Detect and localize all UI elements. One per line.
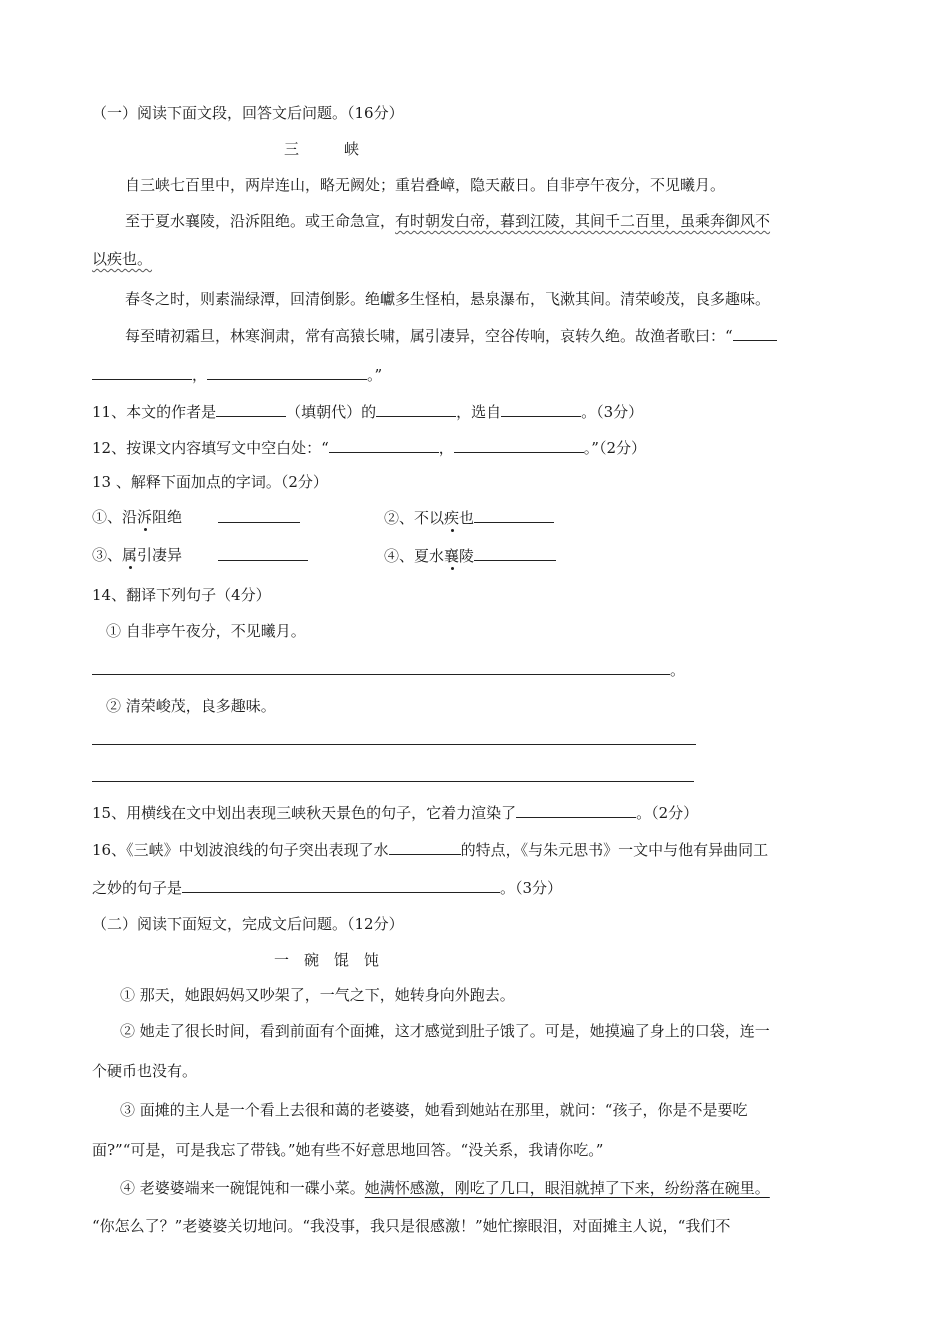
q16-text-c: 之妙的句子是 [92,879,183,897]
q13-i3-post: 引凄异 [137,546,183,564]
question-12 [92,437,646,458]
passage-paragraph-2-cont [92,249,152,269]
question-16 [92,839,768,860]
q12-text-a: 12、按课文内容填写文中空白处：“ [92,439,329,457]
section1-heading: （一）阅读下面文段，回答文后问题。（16分） [92,104,404,122]
q12-blank-2[interactable] [454,437,584,453]
story-p4-text: ④ 老婆婆端来一碗馄饨和一碟小菜。 [120,1179,365,1197]
q14-answer-line-3[interactable] [92,781,694,782]
q15-text-b: 。（2分） [636,804,699,822]
q13-i1-post: 阻绝 [152,508,183,526]
q11-text-b: （填朝代）的 [286,403,377,421]
q13-i4-pre: ④、夏水 [384,547,445,565]
q11-blank-dynasty[interactable] [216,401,286,417]
q11-text-c: ，选自 [456,403,502,421]
wavy-sentence: 有时朝发白帝，暮到江陵，其间千二百里，虽乘奔御风不 [395,212,771,230]
question-13-stem: 13 、解释下面加点的字词。（2分） [92,473,328,491]
q16-blank-sentence[interactable] [182,877,500,893]
q12-text-b: ， [438,439,454,457]
song-blank-1b[interactable] [92,364,192,380]
q14-line-1-end: 。 [670,661,686,679]
question-14-stem: 14、翻译下列句子（4分） [92,586,271,604]
section2-title: 一 碗 馄 饨 [274,951,380,969]
question-11 [92,401,643,422]
q13-i2-dotted-char: 疾 [444,509,460,527]
story-paragraph-4 [120,1178,770,1198]
q15-text-a: 15、用横线在文中划出表现三峡秋天景色的句子，它着力渲染了 [92,804,517,822]
q14-answer-line-2[interactable] [92,744,696,745]
q11-blank-author[interactable] [376,401,456,417]
question-15 [92,802,698,823]
q13-item-1-answer [218,507,300,528]
story-paragraph-3: ③ 面摊的主人是一个看上去很和蔼的老婆婆，她看到她站在那里，就问：“孩子，你是不是要吃 [120,1101,748,1119]
q11-text-a: 11、本文的作者是 [92,403,217,421]
q13-blank-1[interactable] [218,507,300,523]
passage-p4-text: 每至晴初霜旦，林寒涧肃，常有高猿长啸，属引凄异，空谷传响，哀转久绝。故渔者歌曰：“ [125,327,733,345]
q13-i3-dotted-char: 属 [122,546,138,564]
q15-blank[interactable] [516,802,636,818]
q14-sentence-1: ① 自非亭午夜分，不见曦月。 [106,622,306,640]
q12-text-c: 。”（2分） [583,439,646,457]
section1-title: 三 峡 [284,140,360,158]
q14-answer-line-1[interactable] [92,674,670,675]
passage-paragraph-1: 自三峡七百里中，两岸连山，略无阙处；重岩叠嶂，隐天蔽日。自非亭午夜分，不见曦月。 [125,176,726,194]
q13-item-4 [384,545,556,566]
question-16-cont [92,877,562,898]
q13-blank-3[interactable] [218,545,308,561]
song-close: 。” [367,366,383,384]
q13-i4-post: 陵 [459,547,475,565]
song-blank-2[interactable] [207,364,367,380]
q13-item-1 [92,507,182,527]
q13-i2-post: 也 [459,509,475,527]
q11-blank-source[interactable] [501,401,581,417]
q13-i4-dotted-char: 襄 [444,547,460,565]
passage-paragraph-4 [125,325,777,346]
passage-paragraph-3: 春冬之时，则素湍绿潭，回清倒影。绝巘多生怪柏，悬泉瀑布，飞漱其间。清荣峻茂，良多趣味。 [125,290,771,308]
q16-text-d: 。（3分） [500,879,563,897]
underlined-sentence: 她满怀感激，刚吃了几口，眼泪就掉了下来，纷纷落在碗里。 [364,1179,770,1197]
q14-sentence-2: ② 清荣峻茂，良多趣味。 [106,697,276,715]
section2-heading: （二）阅读下面短文，完成文后问题。（12分） [92,915,404,933]
q12-blank-1[interactable] [329,437,439,453]
q13-item-3-answer [218,545,308,566]
q13-i1-dotted-char: 泝 [137,508,153,526]
q13-i3-pre: ③、 [92,546,123,564]
story-paragraph-3-cont: 面?”“可是，可是我忘了带钱。”她有些不好意思地回答。“没关系，我请你吃。” [92,1141,604,1159]
q13-i1-pre: ①、沿 [92,508,138,526]
song-comma: ， [192,366,208,384]
song-blank-1a[interactable] [733,325,777,341]
story-paragraph-1: ① 那天，她跟妈妈又吵架了，一气之下，她转身向外跑去。 [120,986,515,1004]
q16-text-b: 的特点，《与朱元思书》一文中与他有异曲同工 [460,841,769,859]
passage-p2-start: 至于夏水襄陵，沿泝阻绝。或王命急宣， [125,212,396,230]
story-paragraph-2: ② 她走了很长时间，看到前面有个面摊，这才感觉到肚子饿了。可是，她摸遍了身上的口袋，连一 [120,1022,770,1040]
story-paragraph-4-cont: “你怎么了？”老婆婆关切地问。“我没事，我只是很感激！”她忙擦眼泪，对面摊主人说，“我们不 [92,1217,731,1235]
passage-paragraph-2 [125,211,770,231]
q13-item-3 [92,545,182,565]
q13-item-2 [384,507,554,528]
q13-blank-4[interactable] [474,545,556,561]
q16-blank-feature[interactable] [389,839,461,855]
q11-text-d: 。（3分） [581,403,644,421]
q13-blank-2[interactable] [474,507,554,523]
q16-text-a: 16、《三峡》中划波浪线的句子突出表现了水 [92,841,389,859]
q13-i2-pre: ②、不以 [384,509,445,527]
story-paragraph-2-cont: 个硬币也没有。 [92,1062,198,1080]
passage-paragraph-4-cont [92,364,382,385]
wavy-sentence-cont: 以疾也。 [92,250,153,268]
